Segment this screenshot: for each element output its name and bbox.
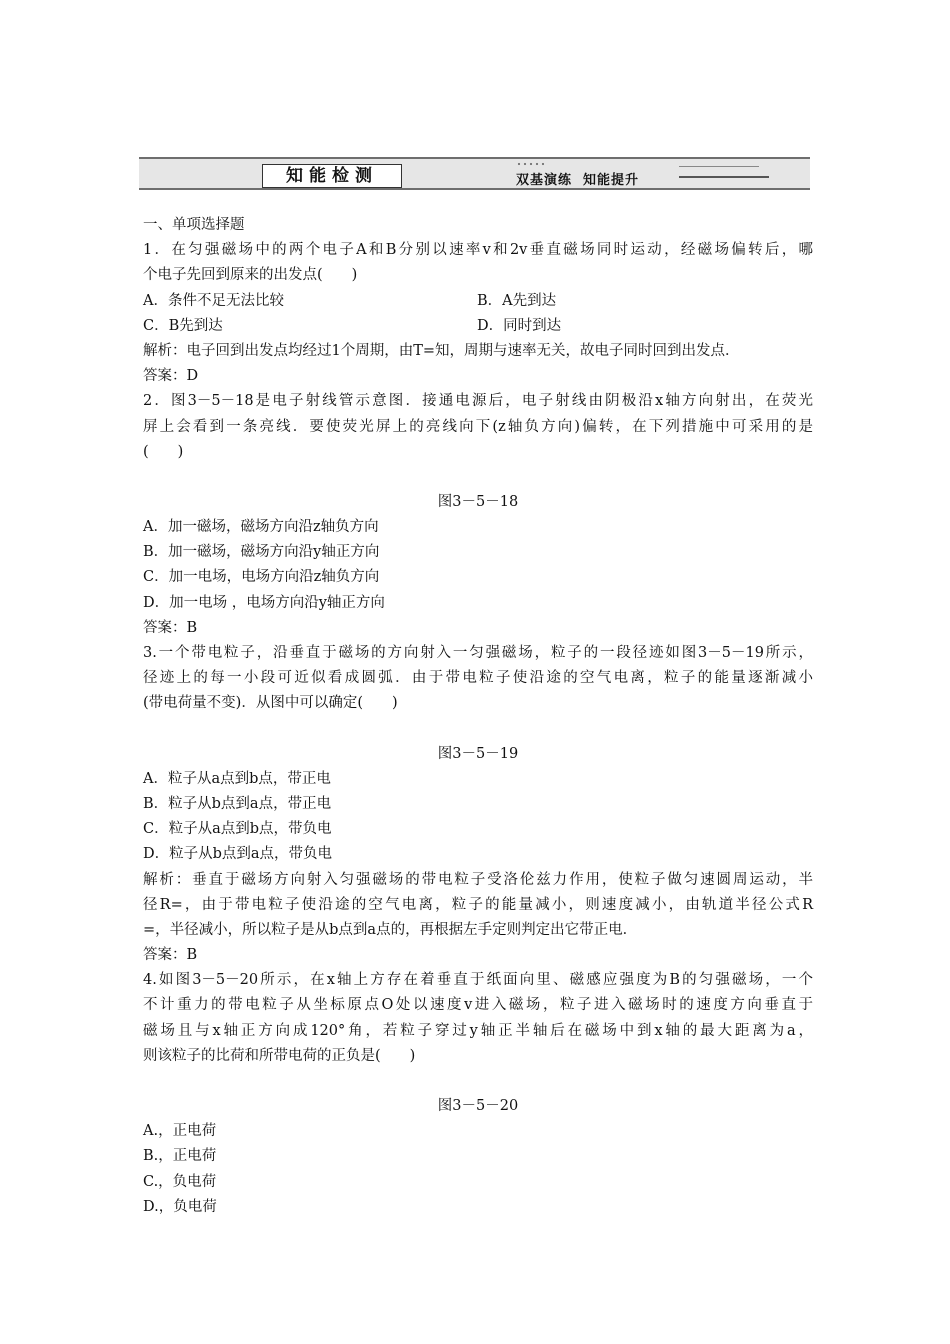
q2-option-b: B．加一磁场，磁场方向沿y轴正方向 xyxy=(143,544,380,561)
q1-stem-line: 个电子先回到原来的出发点( ) xyxy=(143,267,358,284)
q1-answer: 答案：D xyxy=(143,368,199,385)
q1-option-b: B．A先到达 xyxy=(477,292,557,309)
q3-option-b: B．粒子从b点到a点，带正电 xyxy=(143,795,332,812)
question-2 xyxy=(143,389,813,641)
q2-option-d: D．加一电场 ，电场方向沿y轴正方向 xyxy=(143,594,385,611)
q3-analysis-line: =，半径减小，所以粒子是从b点到a点的，再根据左手定则判定出它带正电． xyxy=(143,921,638,938)
q2-option-c: C．加一电场，电场方向沿z轴负方向 xyxy=(143,569,380,586)
q1-stem-line: 1．在匀强磁场中的两个电子A和B分别以速率v和2v垂直磁场同时运动，经磁场偏转后，哪 xyxy=(143,242,813,259)
banner-title: 知能检测 xyxy=(262,164,402,188)
q4-option-a: A.，正电荷 xyxy=(143,1123,217,1140)
q2-stem-line: 屏上会看到一条亮线．要使荧光屏上的亮线向下(z轴负方向)偏转，在下列措施中可采用的是 xyxy=(143,418,813,435)
section-heading: 一、单项选择题 xyxy=(143,217,245,233)
q3-analysis-line: 解析：垂直于磁场方向射入匀强磁场的带电粒子受洛伦兹力作用，使粒子做匀速圆周运动，半 xyxy=(143,871,813,888)
banner-rule-thin xyxy=(679,166,759,167)
question-4 xyxy=(143,968,813,1220)
question-1 xyxy=(143,238,813,389)
q2-answer: 答案：B xyxy=(143,619,198,636)
q3-stem-line: 径迹上的每一小段可近似看成圆弧．由于带电粒子使沿途的空气电离，粒子的能量逐渐减小 xyxy=(143,670,813,687)
q4-stem-line: 磁场且与x轴正方向成120°角，若粒子穿过y轴正半轴后在磁场中到x轴的最大距离为a， xyxy=(143,1022,813,1039)
q1-option-a: A．条件不足无法比较 xyxy=(143,292,284,309)
q1-analysis: 解析：电子回到出发点均经过1个周期，由T=知，周期与速率无关，故电子同时回到出发点． xyxy=(143,342,740,359)
q4-stem-line: 则该粒子的比荷和所带电荷的正负是( ) xyxy=(143,1047,416,1064)
question-3 xyxy=(143,641,813,968)
banner-slogan: 双基演练 知能提升 xyxy=(516,173,640,188)
q3-stem-line: (带电荷量不变)．从图中可以确定( ) xyxy=(143,695,398,712)
q4-figure-caption: 图3－5－20 xyxy=(437,1098,519,1114)
q3-stem-line: 3.一个带电粒子，沿垂直于磁场的方向射入一匀强磁场，粒子的一段径迹如图3－5－19所示， xyxy=(143,645,813,661)
q4-option-b: B.，正电荷 xyxy=(143,1148,217,1165)
section-banner xyxy=(139,157,810,190)
document-body xyxy=(143,213,813,1220)
q3-analysis-line: 径R=，由于带电粒子使沿途的空气电离，粒子的能量减小，则速度减小，由轨道半径公式R xyxy=(143,896,813,913)
q4-stem-line: 不计重力的带电粒子从坐标原点O处以速度v进入磁场，粒子进入磁场时的速度方向垂直于 xyxy=(143,997,813,1014)
q3-option-a: A．粒子从a点到b点，带正电 xyxy=(143,770,331,787)
q4-option-d: D.，负电荷 xyxy=(143,1198,217,1215)
q4-stem-line: 4.如图3－5－20所示，在x轴上方存在着垂直于纸面向里、磁感应强度为B的匀强磁场，一个 xyxy=(143,972,813,989)
q1-option-d: D．同时到达 xyxy=(477,317,562,334)
q2-stem-line: 2．图3－5－18是电子射线管示意图．接通电源后，电子射线由阴极沿x轴方向射出，在荧光 xyxy=(143,393,813,410)
q2-figure-caption: 图3－5－18 xyxy=(437,493,519,510)
banner-dots-decoration xyxy=(516,162,544,166)
q3-option-c: C．粒子从a点到b点，带负电 xyxy=(143,821,332,838)
q3-option-d: D．粒子从b点到a点，带负电 xyxy=(143,846,333,863)
q3-figure-caption: 图3－5－19 xyxy=(437,745,519,762)
q3-answer: 答案：B xyxy=(143,947,198,964)
q2-stem-line: ( ) xyxy=(143,443,184,460)
q2-option-a: A．加一磁场，磁场方向沿z轴负方向 xyxy=(143,519,379,536)
q4-option-c: C.，负电荷 xyxy=(143,1173,217,1190)
q1-option-c: C．B先到达 xyxy=(143,317,223,334)
banner-rule xyxy=(679,176,769,178)
